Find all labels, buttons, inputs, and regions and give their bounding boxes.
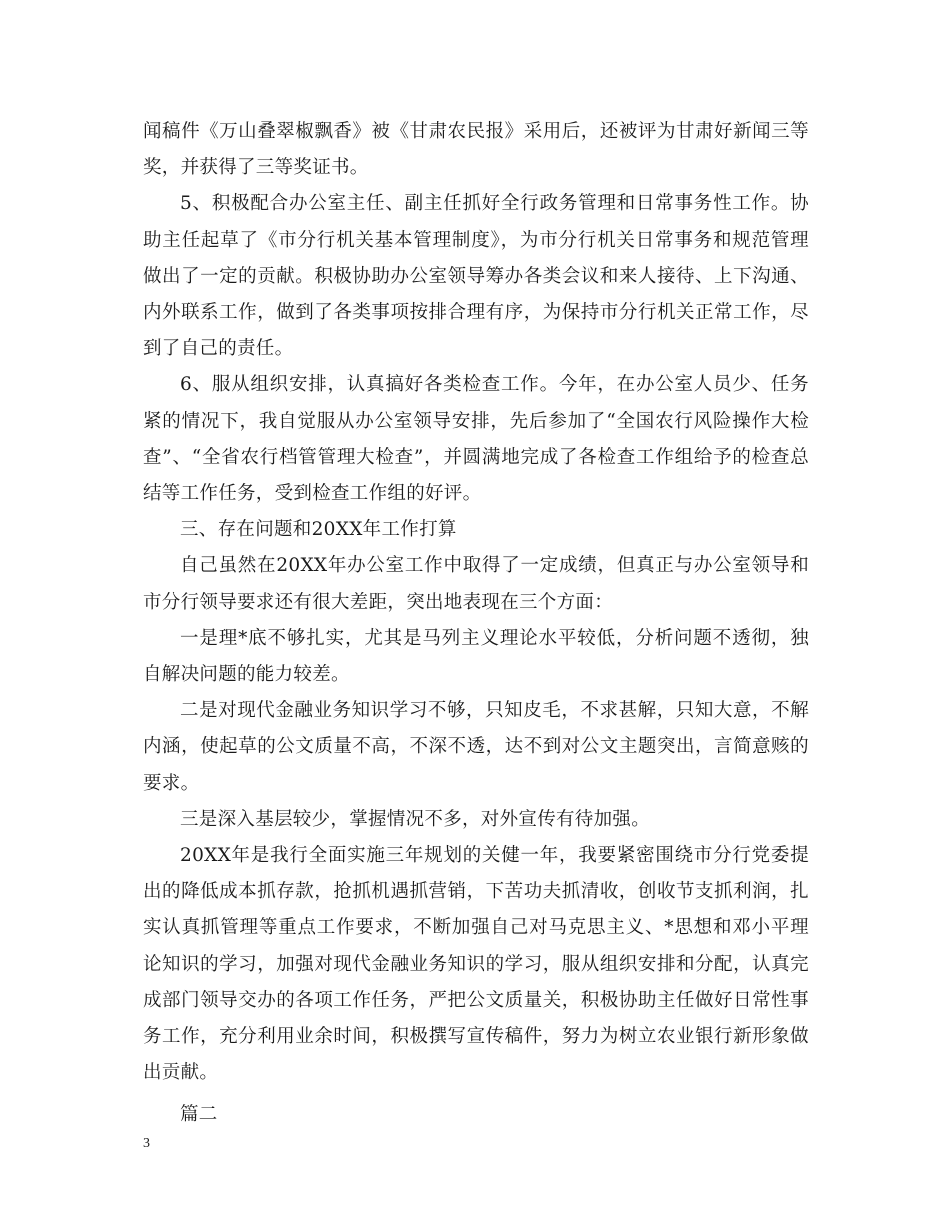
- paragraph-shortcoming-2: 二是对现代金融业务知识学习不够，只知皮毛，不求甚解，只知大意，不解内涵，使起草的公文质量不高，不深不透，达不到对公文主题突出，言简意赅的要求。: [143, 700, 809, 794]
- paragraph-shortcomings-intro: 自己虽然在20XX年办公室工作中取得了一定成绩，但真正与办公室领导和市分行领导要求还有很大差距，突出地表现在三个方面：: [143, 555, 809, 613]
- page-number: 3: [143, 1136, 150, 1151]
- paragraph-shortcoming-1: 一是理*底不够扎实，尤其是马列主义理论水平较低，分析问题不透彻，独自解决问题的能力较差。: [143, 627, 809, 686]
- paragraph-shortcoming-3: 三是深入基层较少，掌握情况不多，对外宣传有待加强。: [180, 808, 651, 830]
- paragraph-next-year-plan: 20XX年是我行全面实施三年规划的关健一年，我要紧密围绕市分行党委提出的降低成本抓存款，抢抓机遇抓营销，下苦功夫抓清收，创收节支抓利润，扎实认真抓管理等重点工作要求，不断加强自己对马克思主义、*思想和邓小平理论知识的学习，加强对现代金融业务知识的学习，服从组织安排和分配，认真完成部门领导交办的各项工作任务，严把公文质量关，积极协助主任做好日常性事务工作，充分利用业余时间，积极撰写宣传稿件，努力为树立农业银行新形象做出贡献。: [143, 845, 809, 1084]
- paragraph-award-continuation: 闻稿件《万山叠翠椒飘香》被《甘肃农民报》采用后，还被评为甘肃好新闻三等奖，并获得了三等奖证书。: [143, 121, 809, 179]
- section-heading-part-two: 篇二: [180, 1104, 218, 1126]
- paragraph-item-5: 5、积极配合办公室主任、副主任抓好全行政务管理和日常事务性工作。协助主任起草了《市分行机关基本管理制度》，为市分行机关日常事务和规范管理做出了一定的贡献。积极协助办公室领导筹办各类会议和来人接待、上下沟通、内外联系工作，做到了各类事项按排合理有序，为保持市分行机关正常工作，尽到了自己的责任。: [143, 193, 809, 360]
- document-body: [143, 114, 809, 1134]
- section-heading-problems-plans: 三、存在问题和20XX年工作打算: [180, 519, 457, 541]
- paragraph-item-6: 6、服从组织安排，认真搞好各类检查工作。今年，在办公室人员少、任务紧的情况下，我自觉服从办公室领导安排，先后参加了“全国农行风险操作大检查”、“全省农行档管管理大检查”，并圆满地完成了各检查工作组给予的检查总结等工作任务，受到检查工作组的好评。: [143, 374, 809, 505]
